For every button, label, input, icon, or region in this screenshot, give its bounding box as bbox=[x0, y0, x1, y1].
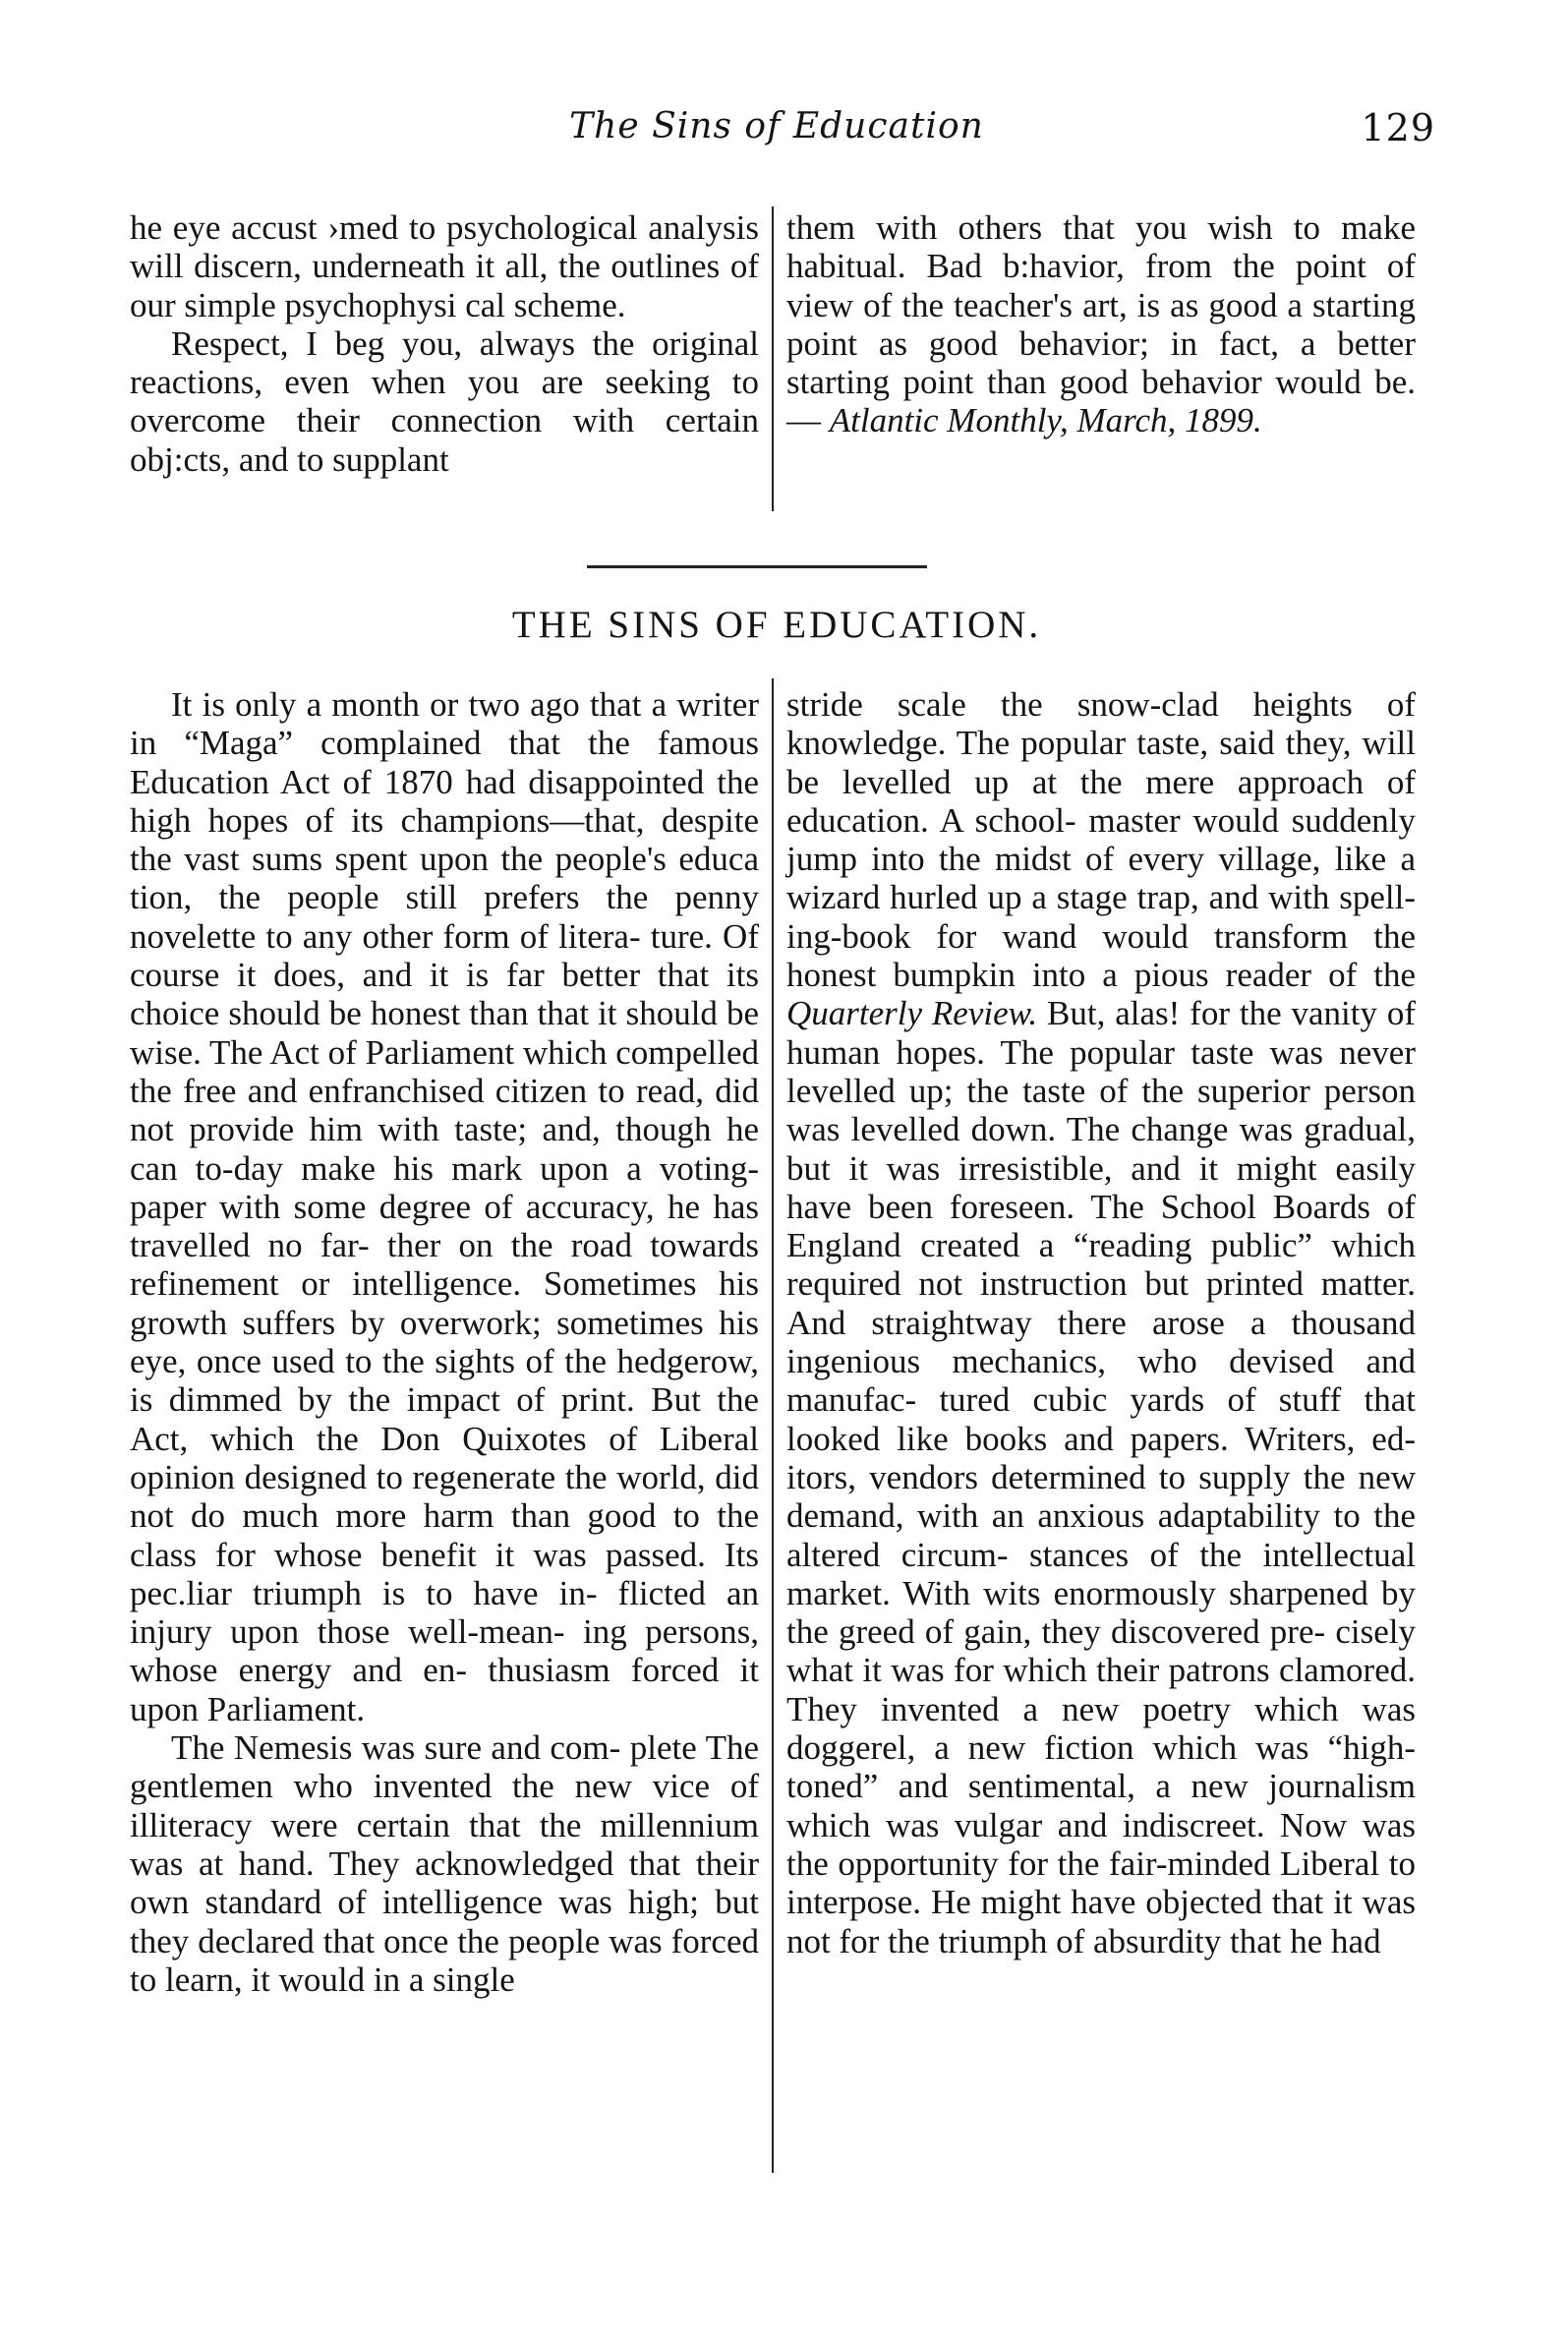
running-head bbox=[118, 106, 1435, 155]
previous-article-text: them with others that you wish to make habitual. Bad b:havior, from the point of view of the teacher's art, is as good a starting point as good behavior; in fact, a better starting point than good behavior would be.— bbox=[786, 208, 1416, 440]
article-paragraph: The Nemesis was sure and com- plete The gentlemen who invented the new vice of illiteracy were certain that the millennium was at hand. They acknowledged that their own standard of intelligence was high; but they declared that once the people was forced to learn, it would in a single bbox=[130, 1728, 759, 1999]
running-title: The Sins of Education bbox=[569, 106, 984, 146]
section-divider bbox=[587, 565, 927, 568]
article-title: THE SINS OF EDUCATION. bbox=[511, 604, 1042, 646]
previous-article-right-column bbox=[786, 208, 1416, 440]
periodical-title: Quarterly Review. bbox=[786, 994, 1038, 1033]
article-left-column bbox=[130, 685, 759, 1999]
page-number: 129 bbox=[1361, 106, 1435, 149]
article-text: stride scale the snow-clad heights of knowledge. The popular taste, said they, will be levelled up at the mere approach of education. A school- master would suddenly jump into the midst of every village, like a wizard hurled up a stage trap, and with spell- ing-book for wand would transform the honest bumpkin into a pious reader of the bbox=[786, 685, 1416, 995]
article-right-column bbox=[786, 685, 1416, 1960]
previous-article-paragraph: Respect, I beg you, always the original reactions, even when you are seeking to overcome their connection with certain obj:cts, and to supplant bbox=[130, 323, 759, 479]
previous-article-paragraph: he eye accust ›med to psychological analysis will discern, underneath it all, the outlines of our simple psychophysi cal scheme. bbox=[130, 208, 759, 324]
article-paragraph: It is only a month or two ago that a writer in “Maga” complained that the famous Education Act of 1870 had disappointed the high hopes of its champions—that, despite the vast sums spent upon the people's educa tion, the people still prefers the penny novelette to any other form of litera- ture. Of course it does, and it is far better that its choice should be honest than that it should be wise. The Act of Parliament which compelled the free and enfranchised citizen to read, did not provide him with taste; and, though he can to-day make his mark upon a voting-paper with some degree of accuracy, he has travelled no far- ther on the road towards refinement or intelligence. Sometimes his growth suffers by overwork; sometimes his eye, once used to the sights of the hedgerow, is dimmed by the impact of print. But the Act, which the Don Quixotes of Liberal opinion designed to regenerate the world, did not do much more harm than good to the class for whose benefit it was passed. Its pec.liar triumph is to have in- flicted an injury upon those well-mean- ing persons, whose energy and en- thusiasm forced it upon Parliament. bbox=[130, 685, 759, 1728]
column-divider bbox=[772, 206, 774, 511]
citation: Atlantic Monthly, March, 1899. bbox=[829, 401, 1262, 440]
article-paragraph bbox=[786, 685, 1416, 1960]
article-text: But, alas! for the vanity of human hopes. The popular taste was never levelled up; the taste of the superior person was levelled down. The change was gradual, but it was irresistible, and it might easily have been foreseen. The School Boards of England created a “reading public” which required not instruction but printed matter. And straightway there arose a thousand ingenious mechanics, who devised and manufac- tured cubic yards of stuff that looked like books and papers. Writers, ed- itors, vendors determined to supply the new demand, with an anxious adaptability to the altered circum- stances of the intellectual market. With wits enormously sharpened by the greed of gain, they discovered pre- cisely what it was for which their patrons clamored. They invented a new poetry which was doggerel, a new fiction which was “high-toned” and sentimental, a new journalism which was vulgar and indiscreet. Now was the opportunity for the fair-minded Liberal to interpose. He might have objected that it was not for the triumph of absurdity that he had bbox=[786, 994, 1416, 1960]
column-divider bbox=[772, 678, 774, 2173]
previous-article-left-column bbox=[130, 208, 759, 479]
previous-article-paragraph bbox=[786, 208, 1416, 440]
